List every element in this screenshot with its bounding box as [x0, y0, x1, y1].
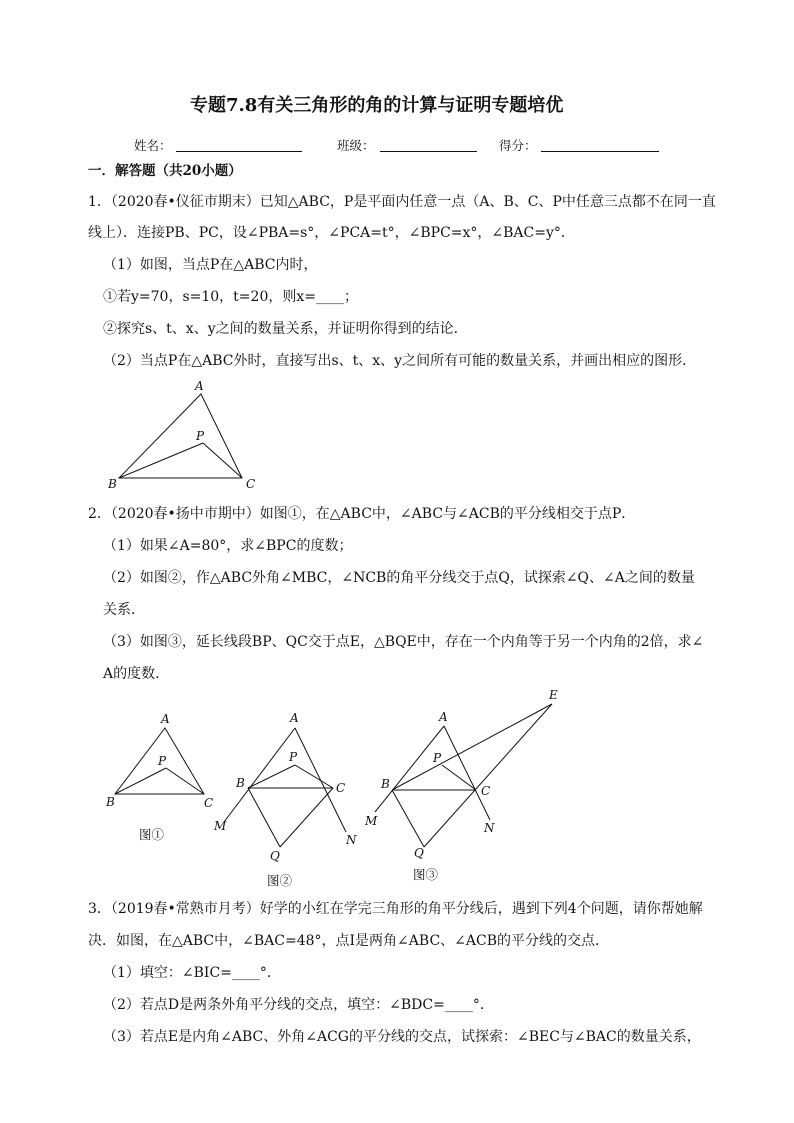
fig1-segment-pb	[115, 768, 166, 794]
q3-line1: 3．（2019春•常熟市月考）好学的小红在学完三角形的角平分线后，遇到下列4个问题，请你帮她解	[88, 901, 703, 917]
fig3-caption: 图③	[413, 867, 439, 882]
fig3-ray-am	[375, 726, 444, 812]
q1-segment-pb	[119, 443, 203, 478]
q1-line1: 1．（2020春•仪征市期末）已知△ABC，P是平面内任意一点（A、B、C、P中任意三点都不在同一直	[88, 194, 716, 210]
q1-line2: 线上）．连接PB、PC，设∠PBA=s°，∠PCA=t°，∠BPC=x°，∠BAC=y°．	[88, 225, 575, 241]
q1-part1b: ②探究s、t、x、y之间的数量关系，并证明你得到的结论．	[103, 321, 468, 337]
q1-label-b: B	[108, 477, 117, 491]
fig1-label-c: C	[204, 796, 214, 810]
fig1-segment-pc	[166, 768, 204, 794]
fig3-label-p: P	[433, 751, 442, 765]
fig1-label-p: P	[158, 754, 167, 768]
fig2-label-m: M	[214, 819, 227, 833]
fig3-segment-bq	[392, 790, 424, 847]
fig3-label-e: E	[549, 688, 558, 702]
fig2-ray-am	[224, 728, 295, 822]
q2-part2b: 关系．	[103, 602, 145, 618]
q2-figure-3	[364, 688, 558, 860]
score-label: 得分：	[499, 138, 537, 153]
q3-part1: （1）填空：∠BIC=____°．	[103, 965, 281, 981]
fig2-label-a: A	[290, 711, 299, 725]
q1-part2: （2）当点P在△ABC外时，直接写出s、t、x、y之间所有可能的数量关系，并画出相应的图形．	[103, 353, 697, 369]
q2-part3a: （3）如图③，延长线段BP、QC交于点E，△BQE中，存在一个内角等于另一个内角的2倍，求∠	[103, 634, 704, 650]
q3-part2: （2）若点D是两条外角平分线的交点，填空：∠BDC=____°．	[103, 997, 494, 1013]
fig3-label-c: C	[481, 784, 491, 798]
q2-figure-2	[213, 711, 357, 863]
fig2-label-p: P	[289, 750, 298, 764]
q1-label-a: A	[195, 379, 204, 393]
q1-label-p: P	[196, 429, 205, 443]
fig2-label-b: B	[236, 776, 245, 790]
fig2-label-c: C	[336, 781, 346, 795]
q2-figure-1	[105, 712, 213, 810]
fig3-segment-pc	[442, 765, 476, 790]
fig1-label-b: B	[106, 795, 115, 809]
q2-part1: （1）如果∠A=80°，求∠BPC的度数；	[103, 538, 353, 554]
class-label: 班级：	[337, 138, 375, 153]
fig2-segment-cq	[280, 788, 333, 847]
page-title: 专题7.8有关三角形的角的计算与证明专题培优	[190, 95, 564, 116]
q1-triangle-abc	[119, 394, 242, 478]
fig2-segment-bq	[248, 788, 280, 847]
q3-line2: 决．如图，在△ABC中，∠BAC=48°，点I是两角∠ABC、∠ACB的平分线的交点．	[88, 933, 609, 949]
fig2-label-n: N	[346, 833, 357, 847]
fig3-label-q: Q	[414, 846, 424, 860]
fig2-label-q: Q	[270, 849, 280, 863]
fig3-ray-an	[444, 726, 490, 820]
q1-part1: （1）如图，当点P在△ABC内时，	[103, 257, 318, 273]
fig2-caption: 图②	[267, 873, 293, 888]
fig3-label-n: N	[484, 821, 495, 835]
fig3-label-b: B	[381, 777, 390, 791]
fig1-label-a: A	[161, 712, 170, 726]
name-label: 姓名：	[134, 138, 172, 153]
fig3-label-m: M	[365, 814, 378, 828]
fig3-label-a: A	[439, 710, 448, 724]
q1-label-c: C	[246, 477, 256, 491]
q2-part3b: A的度数．	[103, 666, 170, 682]
q1-part1a: ①若y=70，s=10，t=20，则x=____；	[103, 289, 358, 305]
q1-figure	[107, 379, 255, 491]
q1-segment-pc	[203, 443, 242, 478]
q2-part2a: （2）如图②，作△ABC外角∠MBC，∠NCB的角平分线交于点Q，试探索∠Q、∠A之间的数量	[103, 570, 695, 586]
q3-part3: （3）若点E是内角∠ABC、外角∠ACG的平分线的交点，试探索：∠BEC与∠BAC的数量关系，	[103, 1029, 701, 1045]
section-heading: 一．解答题（共20小题）	[88, 163, 242, 179]
q2-line1: 2．（2020春•扬中市期中）如图①，在△ABC中，∠ABC与∠ACB的平分线相交于点P．	[88, 506, 636, 522]
fig2-segment-pb	[248, 765, 295, 788]
fig3-segment-be	[392, 704, 552, 790]
fig2-segment-pc	[295, 765, 333, 788]
fig1-caption: 图①	[139, 827, 165, 842]
